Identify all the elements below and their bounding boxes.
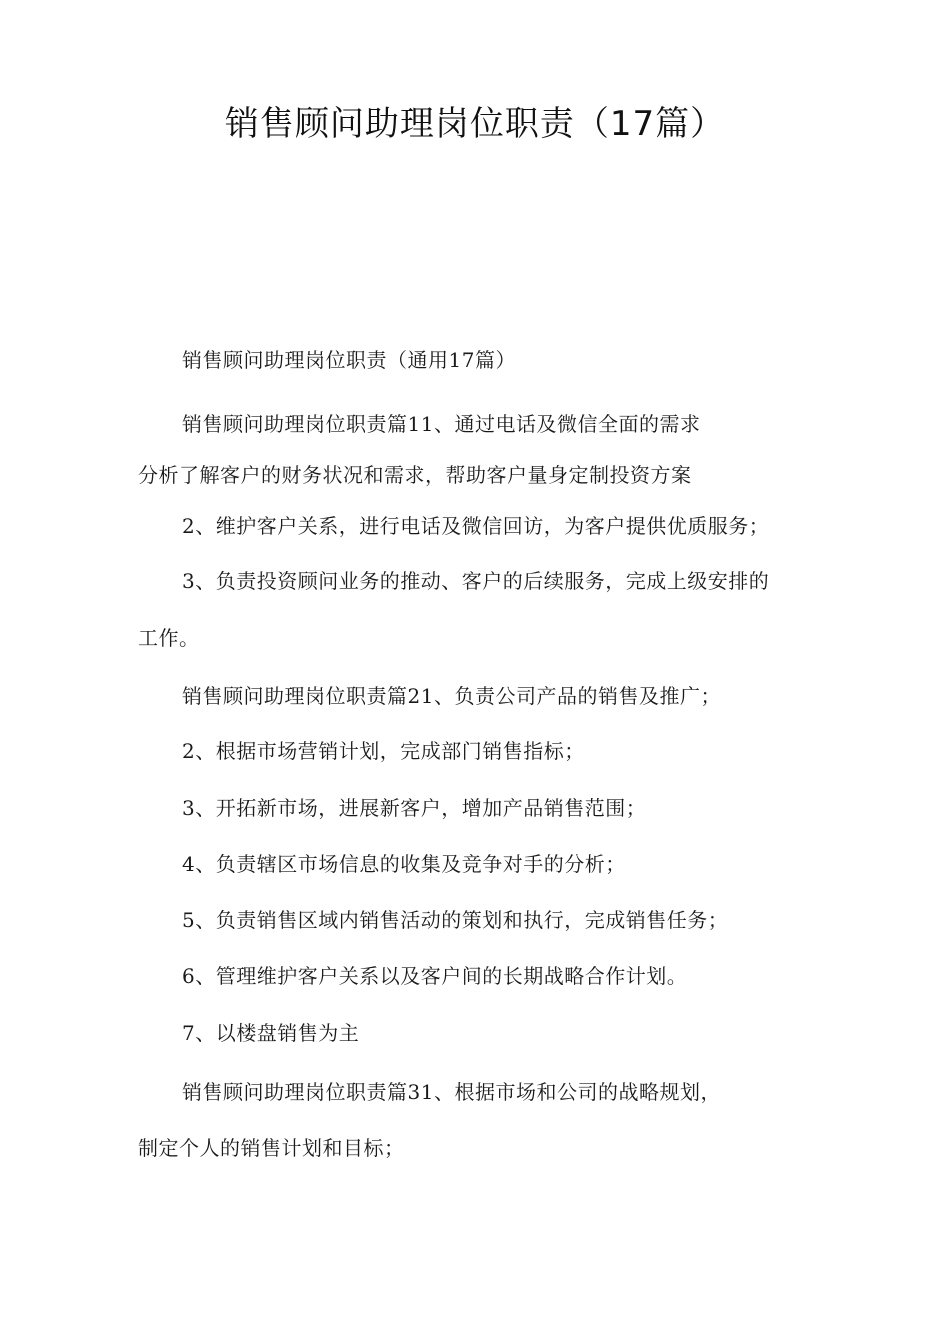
paragraph-line: 销售顾问助理岗位职责篇21、负责公司产品的销售及推广；	[182, 684, 721, 708]
paragraph-line: 5、负责销售区域内销售活动的策划和执行，完成销售任务；	[182, 908, 729, 932]
paragraph-line: 销售顾问助理岗位职责篇31、根据市场和公司的战略规划，	[182, 1080, 721, 1104]
paragraph-line: 2、根据市场营销计划，完成部门销售指标；	[182, 739, 585, 763]
paragraph-line: 分析了解客户的财务状况和需求，帮助客户量身定制投资方案	[138, 463, 692, 487]
paragraph-line: 3、开拓新市场，进展新客户，增加产品销售范围；	[182, 796, 647, 820]
paragraph-line: 工作。	[138, 626, 200, 650]
paragraph-line: 销售顾问助理岗位职责篇11、通过电话及微信全面的需求	[182, 412, 701, 436]
paragraph-line: 3、负责投资顾问业务的推动、客户的后续服务，完成上级安排的	[182, 569, 770, 593]
subtitle-line: 销售顾问助理岗位职责（通用17篇）	[182, 348, 516, 372]
document-title: 销售顾问助理岗位职责（17篇）	[224, 104, 726, 144]
paragraph-line: 2、维护客户关系，进行电话及微信回访，为客户提供优质服务；	[182, 514, 770, 538]
paragraph-line: 制定个人的销售计划和目标；	[138, 1136, 405, 1160]
paragraph-line: 7、以楼盘销售为主	[182, 1021, 360, 1045]
paragraph-line: 4、负责辖区市场信息的收集及竞争对手的分析；	[182, 852, 626, 876]
paragraph-line: 6、管理维护客户关系以及客户间的长期战略合作计划。	[182, 964, 688, 988]
